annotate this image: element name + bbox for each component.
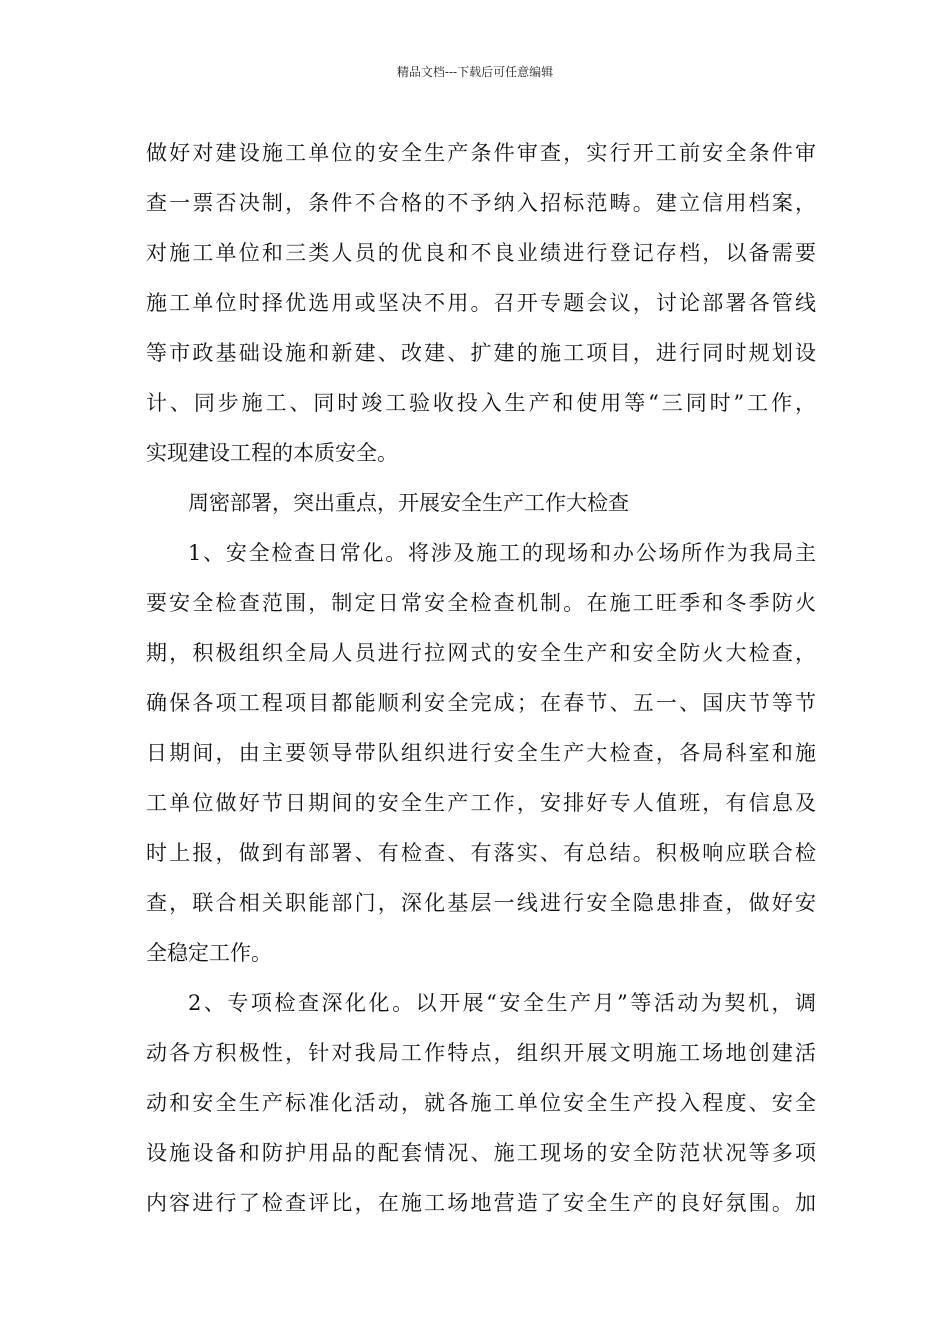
text-line: 对施工单位和三类人员的优良和不良业绩进行登记存档，以备需要 bbox=[146, 241, 816, 265]
text-line: 时上报，做到有部署、有检查、有落实、有总结。积极响应联合检 bbox=[146, 841, 816, 865]
text-line: 动和安全生产标准化活动，就各施工单位安全生产投入程度、安全 bbox=[146, 1091, 816, 1115]
text-line: 全稳定工作。 bbox=[146, 941, 272, 965]
text-line: 日期间，由主要领导带队组织进行安全生产大检查，各局科室和施 bbox=[146, 741, 816, 765]
paragraph-routine-inspection bbox=[146, 528, 816, 978]
text-line: 动各方积极性，针对我局工作特点，组织开展文明施工场地创建活 bbox=[146, 1041, 816, 1065]
text-line: 做好对建设施工单位的安全生产条件审查，实行开工前安全条件审 bbox=[146, 141, 816, 165]
section-heading-paragraph bbox=[146, 478, 816, 528]
text-line: 计、同步施工、同时竣工验收投入生产和使用等“三同时”工作， bbox=[146, 391, 816, 415]
text-line: 工单位做好节日期间的安全生产工作，安排好专人值班，有信息及 bbox=[146, 791, 816, 815]
section-heading: 周密部署，突出重点，开展安全生产工作大检查 bbox=[188, 491, 629, 515]
text-line: 期，积极组织全局人员进行拉网式的安全生产和安全防火大检查， bbox=[146, 641, 816, 665]
text-line: 查一票否决制，条件不合格的不予纳入招标范畴。建立信用档案， bbox=[146, 191, 816, 215]
paragraph-special-inspection bbox=[146, 978, 816, 1228]
text-line: 设施设备和防护用品的配套情况、施工现场的安全防范状况等多项 bbox=[146, 1141, 816, 1165]
text-line: 等市政基础设施和新建、改建、扩建的施工项目，进行同时规划设 bbox=[146, 341, 816, 365]
paragraph-design-review bbox=[146, 128, 816, 478]
text-line: 1、安全检查日常化。将涉及施工的现场和办公场所作为我局主 bbox=[188, 541, 816, 565]
text-line: 实现建设工程的本质安全。 bbox=[146, 441, 398, 465]
text-line: 内容进行了检查评比，在施工场地营造了安全生产的良好氛围。加 bbox=[146, 1191, 816, 1215]
text-line: 要安全检查范围，制定日常安全检查机制。在施工旺季和冬季防火 bbox=[146, 591, 816, 615]
text-line: 确保各项工程项目都能顺利安全完成；在春节、五一、国庆节等节 bbox=[146, 691, 816, 715]
text-line: 2、专项检查深化化。以开展“安全生产月”等活动为契机，调 bbox=[188, 991, 816, 1015]
text-line: 施工单位时择优选用或坚决不用。召开专题会议，讨论部署各管线 bbox=[146, 291, 816, 315]
text-line: 查，联合相关职能部门，深化基层一线进行安全隐患排查，做好安 bbox=[146, 891, 816, 915]
page-header: 精品文档---下载后可任意编辑 bbox=[396, 65, 554, 79]
document-body bbox=[146, 128, 816, 1228]
